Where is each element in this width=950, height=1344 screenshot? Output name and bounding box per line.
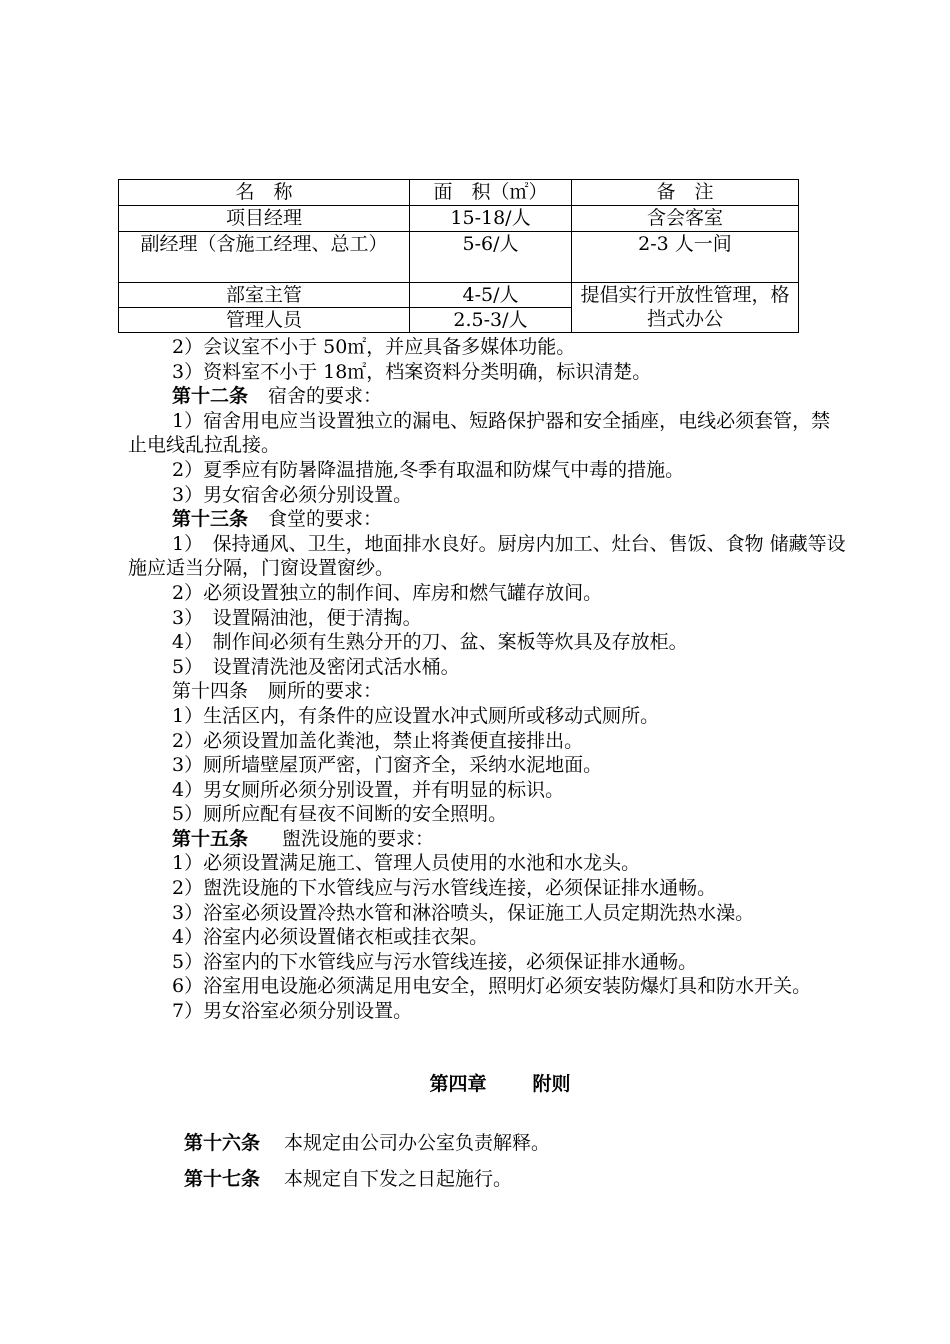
article-heading: [128, 827, 848, 852]
paragraph-line: 5）厕所应配有昼夜不间断的安全照明。: [172, 803, 508, 826]
paragraph-line: 4） 制作间必须有生熟分开的刀、盆、案板等炊具及存放柜。: [172, 631, 688, 654]
paragraph-line: 5）浴室内的下水管线应与污水管线连接，必须保证排水通畅。: [172, 950, 698, 973]
table-cell: 项目经理: [119, 206, 410, 232]
table-row: [119, 283, 799, 308]
paragraph-line: 3）厕所墙壁屋顶严密，门窗齐全，采纳水泥地面。: [172, 754, 603, 777]
paragraph-line: 3）浴室必须设置冷热水管和淋浴喷头，保证施工人员定期洗热水澡。: [172, 901, 755, 924]
paragraph-line: 2）必须设置独立的制作间、库房和燃气罐存放间。: [172, 581, 603, 604]
paragraph-line: 1）生活区内，有条件的应设置水冲式厕所或移动式厕所。: [172, 704, 660, 727]
table-cell: 5-6/人: [410, 232, 572, 283]
table-header-cell: 备 注: [572, 180, 799, 206]
article-17: [184, 1164, 512, 1191]
article-number: 第十六条: [184, 1132, 261, 1154]
article-heading: [128, 679, 848, 704]
body-text: [128, 335, 848, 1024]
paragraph-line: 1） 保持通风、卫生，地面排水良好。厨房内加工、灶台、售饭、食物 储藏等设施应适当分隔，门窗设置窗纱。: [128, 532, 846, 580]
table-cell: 管理人员: [119, 308, 410, 333]
article-number: 第十二条: [172, 385, 249, 408]
article-16: [184, 1128, 550, 1155]
paragraph-line: 7）男女浴室必须分别设置。: [172, 1000, 413, 1023]
chapter-heading: [0, 1069, 950, 1096]
paragraph-line: 3） 设置隔油池，便于清掏。: [172, 606, 422, 629]
paragraph-line: 2）会议室不小于 50㎡，并应具备多媒体功能。: [172, 336, 576, 358]
article-text: 本规定由公司办公室负责解释。: [284, 1132, 551, 1154]
paragraph-line: 5） 设置清洗池及密闭式活水桶。: [172, 655, 460, 678]
paragraph-line: 6）浴室用电设施必须满足用电安全，照明灯必须安装防爆灯具和防水开关。: [172, 975, 812, 998]
table-row: [119, 206, 799, 232]
office-area-table: [118, 179, 799, 333]
table-cell: 15-18/人: [410, 206, 572, 232]
table-header-cell: 面 积（㎡）: [410, 180, 572, 206]
table-cell-merged: 提倡实行开放性管理，格挡式办公: [572, 283, 799, 333]
table-cell: 副经理（含施工经理、总工）: [119, 232, 410, 283]
article-title: 宿舍的要求：: [268, 385, 383, 408]
article-heading: [128, 384, 848, 409]
article-number: 第十五条: [172, 827, 249, 850]
article-title: 盥洗设施的要求：: [282, 827, 435, 850]
article-number: 第十三条: [172, 508, 249, 531]
paragraph-line: 1）必须设置满足施工、管理人员使用的水池和水龙头。: [172, 852, 641, 875]
article-number: 第十四条: [172, 680, 249, 703]
article-heading: [128, 507, 848, 532]
table-cell: 4-5/人: [410, 283, 572, 308]
paragraph-line: 2）盥洗设施的下水管线应与污水管线连接，必须保证排水通畅。: [172, 877, 717, 900]
paragraph-line: 1）宿舍用电应当设置独立的漏电、短路保护器和安全插座，电线必须套管，禁止电线乱拉乱接。: [128, 409, 831, 457]
table-header-cell: 名 称: [119, 180, 410, 206]
article-title: 食堂的要求：: [268, 508, 383, 531]
paragraph-line: 4）浴室内必须设置储衣柜或挂衣架。: [172, 926, 489, 949]
article-text: 本规定自下发之日起施行。: [284, 1168, 513, 1190]
paragraph-line: 2）必须设置加盖化粪池，禁止将粪便直接排出。: [172, 729, 584, 752]
article-title: 厕所的要求：: [268, 680, 383, 703]
paragraph-line: 3）资料室不小于 18㎡，档案资料分类明确，标识清楚。: [172, 360, 652, 383]
table-cell: 含会客室: [572, 206, 799, 232]
table-row: [119, 232, 799, 283]
chapter-title: 附则: [532, 1073, 571, 1095]
paragraph-line: 4）男女厕所必须分别设置，并有明显的标识。: [172, 778, 565, 801]
paragraph-line: 3）男女宿舍必须分别设置。: [172, 483, 413, 506]
table-header-row: [119, 180, 799, 206]
chapter-number: 第四章: [429, 1073, 487, 1095]
paragraph-line: 2）夏季应有防暑降温措施,冬季有取温和防煤气中毒的措施。: [172, 458, 685, 481]
article-number: 第十七条: [184, 1168, 261, 1190]
table-cell: 部室主管: [119, 283, 410, 308]
table-cell: 2-3 人一间: [572, 232, 799, 283]
table-cell: 2.5-3/人: [410, 308, 572, 333]
